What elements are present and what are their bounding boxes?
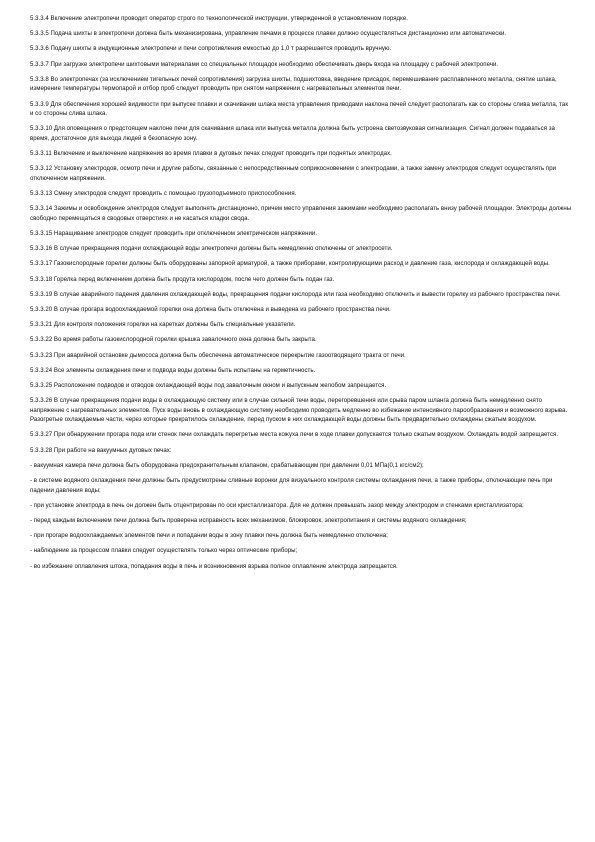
paragraph: 5.3.3.21 Для контроля положения горелки на каретках должны быть специальные указатели. [30, 321, 296, 329]
paragraph: - перед каждым включением печи должна быть проверена исправность всех механизмов, блокировок, электропитания и системы водяного охлаждения; [30, 517, 467, 524]
paragraph: - при прогаре водоохлаждаемых элементов печи и попадании воды в зону плавки печь должна быть немедленно отключена; [30, 532, 388, 540]
paragraph: 5.3.3.22 Во время работы газокислородной горелки крышка завалочного окна должна быть закрыта. [30, 336, 317, 344]
paragraph: - наблюдение за процессом плавки следует осуществлять только через оптические приборы; [30, 547, 298, 555]
paragraph: 5.3.3.20 В случае прогара водоохлаждаемой горелки она должна быть отключена и выведена из рабочего пространства печи. [30, 305, 391, 313]
paragraph: 5.3.3.18 Горелка перед включением должна быть продута кислородом, после чего должен быть подан газ. [30, 275, 335, 283]
paragraph: 5.3.3.19 В случае аварийного падения давления охлаждающей воды, прекращения подачи кислорода или газа необходимо отключить и вывести горелку из рабочего пространства печи. [30, 290, 561, 298]
paragraph: 5.3.3.11 Включение и выключение напряжения во время плавки в дуговых печах следует проводить при поднятых электродах. [30, 150, 392, 158]
paragraph: 5.3.3.17 Газокислородные горелки должны быть оборудованы запорной арматурой, а также приборами, контролирующими расход и давление газа, кислорода и охлаждающей воды. [30, 260, 550, 268]
paragraph: 5.3.3.5 Подача шихты в электропечи должна быть механизирована, управление печами в процессе плавки должно осуществляться дистанционно или автоматически. [30, 30, 507, 38]
paragraph: 5.3.3.12 Установку электродов, осмотр печи и другие работы, связанные с непосредственным соприкосновением с электродами, а также замену электродов следует осуществлять при отключенном напряжении. [30, 165, 557, 182]
paragraph: - в системе водяного охлаждения печи должны быть предусмотрены сливные воронки для визуального контроля системы охлаждения печи, а также приборы, отключающие печь при падении давления воды; [30, 477, 553, 494]
paragraph: 5.3.3.15 Наращивание электродов следует проводить при отключенном электрическом напряжении. [30, 230, 318, 238]
paragraph: - при установке электрода в печь он должен быть отцентрирован по оси кристаллизатора. Для не должен превышать зазор между электродом и стенками кристаллизатора; [30, 501, 524, 509]
paragraph: 5.3.3.26 В случае прекращения подачи воды в охлаждающую систему или в случае сильной течи воды, перегоревшения или срыва паром шланга должна быть немедленно снято напряжение с нагревательных элементов. Пуск воды вновь в охлаждающую систему необходимо проводить медленно во избежание интенсивного парообразования и возможного взрыва. Разогретые охлаждаемые части, через которые прекратилось охлаждение, перед пуском в них охлаждающей воды должны быть предварительно охлаждены сжатым воздухом. [30, 397, 568, 424]
paragraph: 5.3.3.4 Включение электропечи проводит оператор строго по технологической инструкции, утвержденной в установленном порядке. [30, 15, 409, 22]
paragraph: 5.3.3.10 Для оповещения о предстоящем наклоне печи для скачивания шлака или выпуска металла должна быть устроена светозвуковая сигнализация. Сигнал должен подаваться за время, достаточное для выхода людей в безопасную зону. [30, 125, 555, 142]
paragraph: 5.3.3.8 Во электропечах (за исключением тигельных печей сопротивления) загрузка шихты, подшихтовка, введение присадок, перемешивание расплавленного металла, снятие шлака, измерение температуры термопарой и отбор проб следует проводить при снятом напряжении с нагревательных элементов печи. [30, 75, 557, 93]
paragraph: 5.3.3.7 При загрузке электропечи шихтовыми материалами со специальных площадок необходимо обеспечивать дверь входа на площадку с рабочей электропечи. [30, 60, 499, 68]
paragraph: 5.3.3.24 Все элементы охлаждения печи и подвода воды должны быть испытаны на герметичность. [30, 366, 316, 374]
paragraph: 5.3.3.23 При аварийной остановке дымососа должна быть обеспечена автоматическое перекрытие газоотводящего тракта от печи. [30, 351, 406, 359]
document-body [30, 14, 572, 577]
paragraph: 5.3.3.14 Зажимы и освобождение электродов следует выполнять дистанционно, причем место управления зажимами необходимо располагать внизу рабочей площадки. Электроды должны свободно перемещаться в сводовых отверстиях и не касаться кладки свода. [30, 205, 572, 222]
paragraph: 5.3.3.27 При обнаружении прогара пода или стенок печи охлаждать перегретые места кожуха печи в ходе плавки допускается только сжатым воздухом. Охлаждать водой запрещается. [30, 431, 559, 439]
paragraph: 5.3.3.9 Для обеспечения хорошей видимости при выпуске плавки и скачивании шлака места управления приводами наклона печей следует располагать как со стороны слива металла, так и со стороны слива шлака. [30, 100, 569, 118]
paragraph: 5.3.3.28 При работе на вакуумных дуговых печах: [30, 446, 172, 454]
paragraph: - вакуумная камера печи должна быть оборудована предохранительным клапаном, срабатывающим при давлении 0,01 МПа(0,1 кгс/см2); [30, 461, 424, 469]
paragraph: 5.3.3.6 Подачу шихты в индукционные электропечи и печи сопротивления емкостью до 1,0 т разрешается проводить вручную. [30, 45, 392, 53]
paragraph: 5.3.3.13 Смену электродов следует проводить с помощью грузоподъемного приспособления. [30, 190, 297, 198]
paragraph: 5.3.3.16 В случае прекращения подачи охлаждающей воды электропечи должны быть немедленно отключены от электросети. [30, 245, 393, 253]
paragraph: - во избежание оплавления штока, попадания воды в печь и возникновения взрыва полное оплавление электрода запрещается. [30, 562, 398, 570]
paragraph: 5.3.3.25 Расположение подводов и отводов охлаждающей воды под завалочным окном и выпускным желобом запрещается. [30, 381, 387, 389]
